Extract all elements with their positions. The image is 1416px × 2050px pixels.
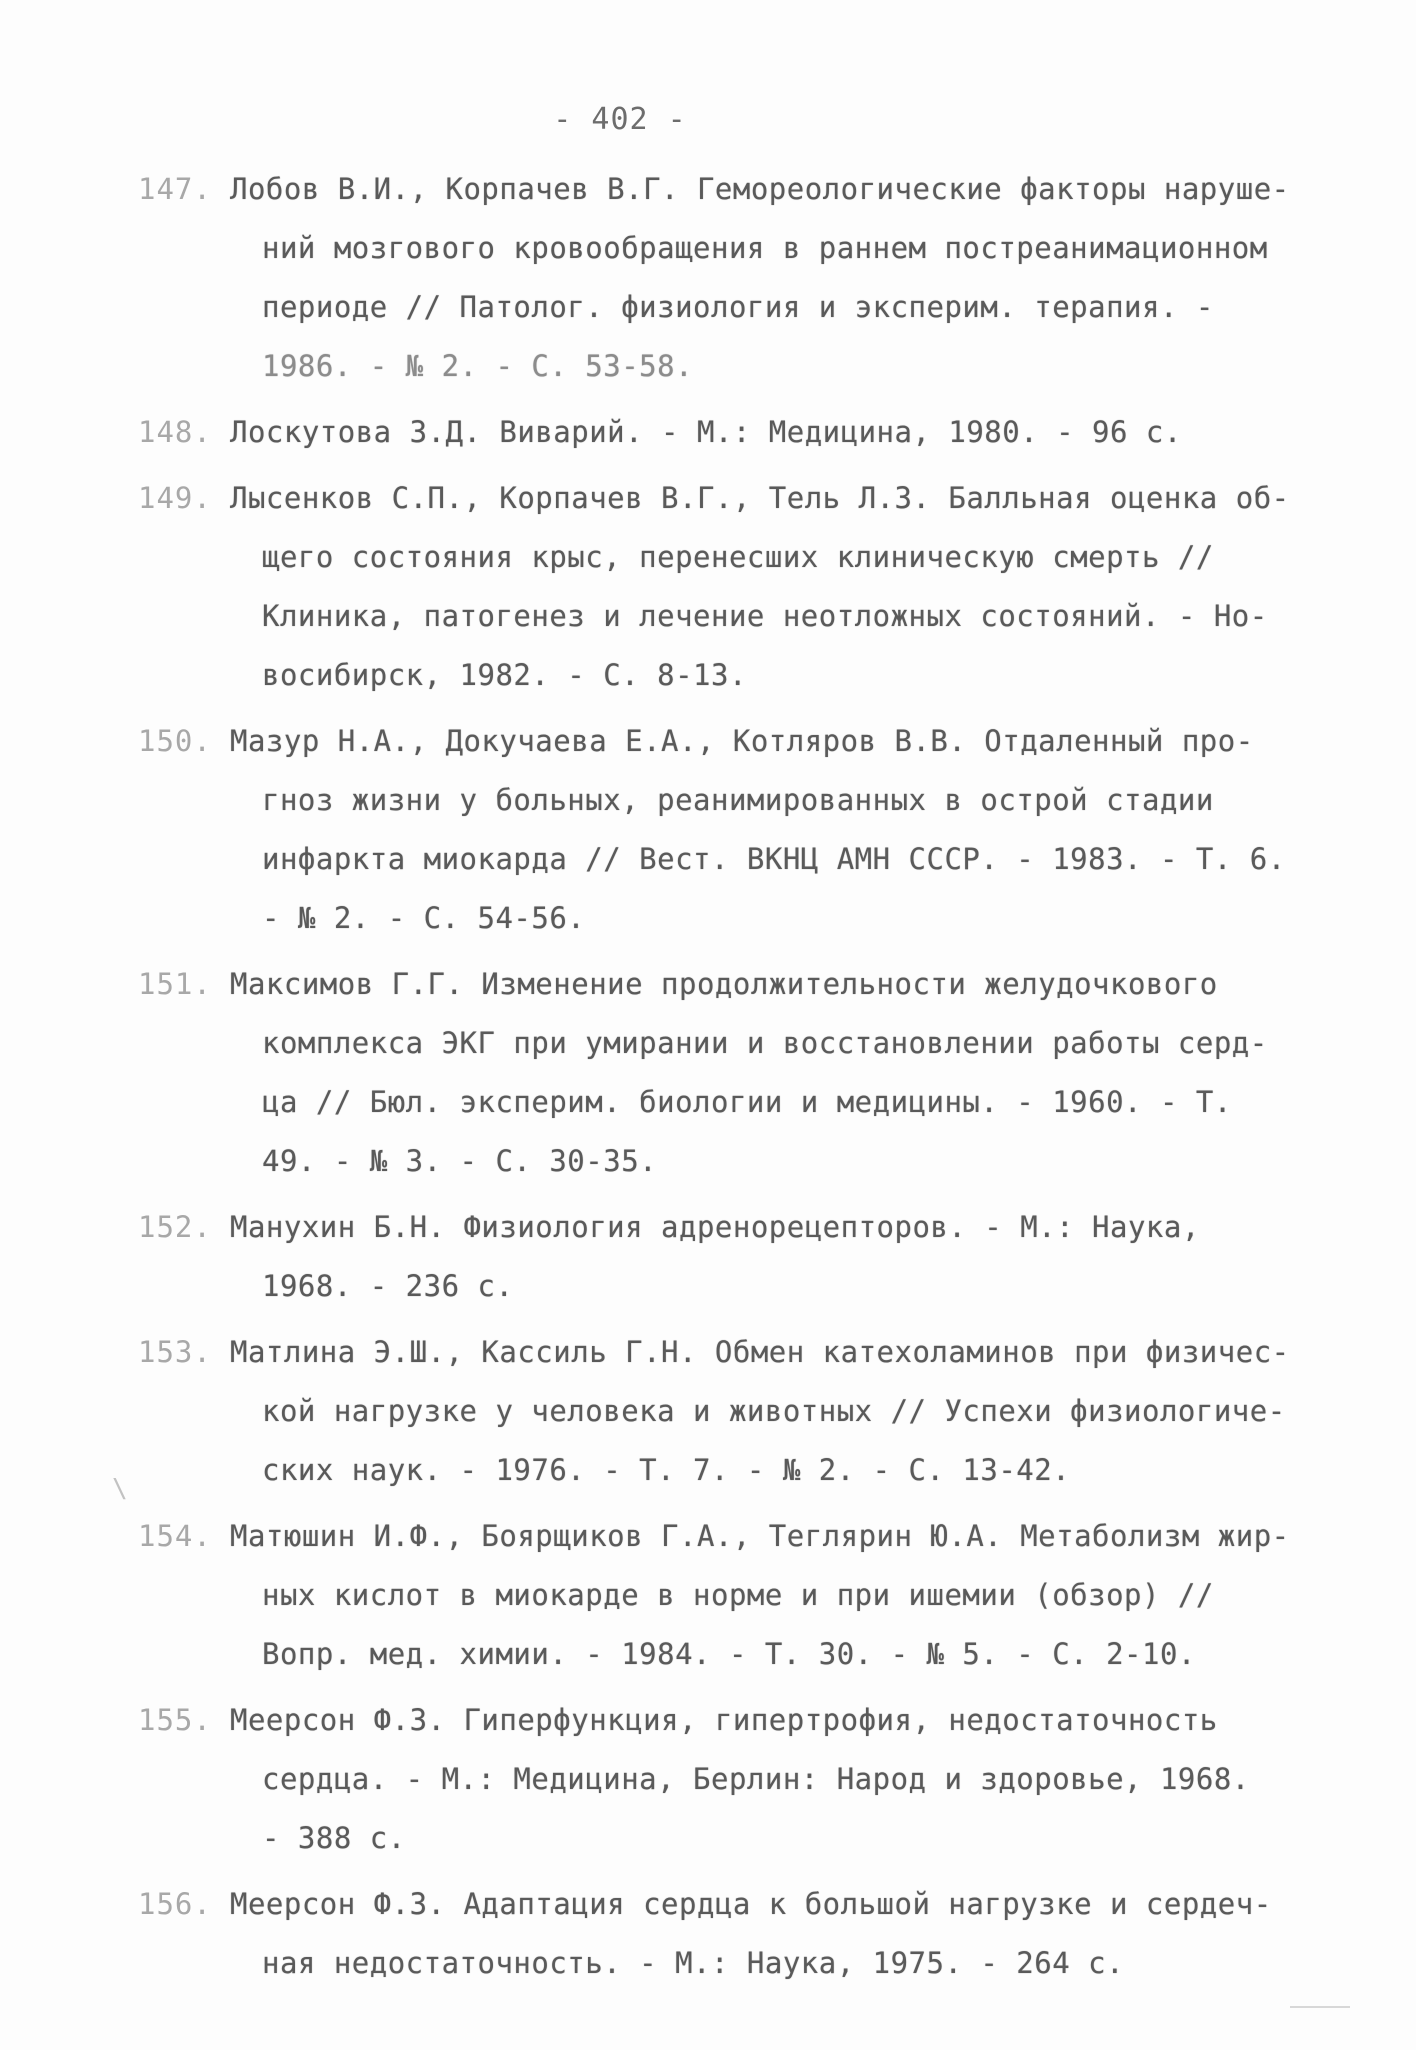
reference-line: Вопр. мед. химии. - 1984. - Т. 30. - № 5. - С. 2-10. bbox=[262, 1637, 1196, 1671]
reference-number: 148. bbox=[138, 415, 212, 449]
reference-line: комплекса ЭКГ при умирании и восстановлении работы серд- bbox=[262, 1026, 1268, 1060]
reference-line: кой нагрузке у человека и животных // Успехи физиологиче- bbox=[262, 1394, 1286, 1428]
reference-text bbox=[230, 1323, 1298, 1500]
reference-line: Меерсон Ф.З. Адаптация сердца к большой нагрузке и сердеч- bbox=[230, 1887, 1272, 1921]
reference-line: инфаркта миокарда // Вест. ВКНЦ АМН СССР. - 1983. - Т. 6. bbox=[262, 842, 1286, 876]
reference-151 bbox=[138, 955, 1298, 1191]
reference-number: 152. bbox=[138, 1210, 212, 1244]
reference-line: Матлина Э.Ш., Кассиль Г.Н. Обмен катехоламинов при физичес- bbox=[230, 1335, 1290, 1369]
reference-line: - № 2. - С. 54-56. bbox=[262, 901, 586, 935]
reference-text bbox=[230, 712, 1298, 948]
reference-line: Матюшин И.Ф., Боярщиков Г.А., Теглярин Ю.А. Метаболизм жир- bbox=[230, 1519, 1290, 1553]
reference-line: щего состояния крыс, перенесших клиническую смерть // bbox=[262, 540, 1214, 574]
reference-text bbox=[230, 1691, 1298, 1868]
reference-line: восибирск, 1982. - С. 8-13. bbox=[262, 658, 747, 692]
reference-line: ная недостаточность. - М.: Наука, 1975. - 264 с. bbox=[262, 1946, 1125, 1980]
reference-line: периоде // Патолог. физиология и эксперим. терапия. - bbox=[262, 290, 1214, 324]
reference-text bbox=[230, 955, 1298, 1191]
reference-line: Клиника, патогенез и лечение неотложных состояний. - Но- bbox=[262, 599, 1268, 633]
scan-artifact-line bbox=[1290, 2006, 1350, 2008]
reference-line: Меерсон Ф.З. Гиперфункция, гипертрофия, недостаточность bbox=[230, 1703, 1218, 1737]
reference-line: ний мозгового кровообращения в раннем постреанимационном bbox=[262, 231, 1268, 265]
reference-number: 154. bbox=[138, 1519, 212, 1553]
reference-number: 150. bbox=[138, 724, 212, 758]
reference-text bbox=[230, 469, 1298, 705]
reference-line: сердца. - М.: Медицина, Берлин: Народ и здоровье, 1968. bbox=[262, 1762, 1250, 1796]
reference-154 bbox=[138, 1507, 1298, 1684]
reference-line: Максимов Г.Г. Изменение продолжительности желудочкового bbox=[230, 967, 1218, 1001]
reference-149 bbox=[138, 469, 1298, 705]
reference-line: Лоскутова З.Д. Виварий. - М.: Медицина, 1980. - 96 с. bbox=[230, 415, 1182, 449]
reference-line: Лысенков С.П., Корпачев В.Г., Тель Л.З. Балльная оценка об- bbox=[230, 481, 1290, 515]
page-number: - 402 - bbox=[553, 102, 687, 137]
reference-line: Лобов В.И., Корпачев В.Г. Гемореологические факторы наруше- bbox=[230, 172, 1290, 206]
reference-line: Мазур Н.А., Докучаева Е.А., Котляров В.В. Отдаленный про- bbox=[230, 724, 1254, 758]
reference-number: 155. bbox=[138, 1703, 212, 1737]
reference-number: 151. bbox=[138, 967, 212, 1001]
reference-number: 147. bbox=[138, 172, 212, 206]
reference-text bbox=[230, 1875, 1298, 1993]
reference-text bbox=[230, 403, 1298, 462]
reference-155 bbox=[138, 1691, 1298, 1868]
reference-text bbox=[230, 160, 1298, 396]
reference-152 bbox=[138, 1198, 1298, 1316]
reference-line: гноз жизни у больных, реанимированных в острой стадии bbox=[262, 783, 1214, 817]
reference-line: 1968. - 236 с. bbox=[262, 1269, 514, 1303]
margin-mark: \ bbox=[112, 1474, 128, 1504]
reference-line: ца // Бюл. эксперим. биологии и медицины. - 1960. - Т. bbox=[262, 1085, 1232, 1119]
reference-line: Манухин Б.Н. Физиология адренорецепторов. - М.: Наука, bbox=[230, 1210, 1200, 1244]
reference-list bbox=[138, 160, 1298, 1993]
reference-148 bbox=[138, 403, 1298, 462]
reference-number: 149. bbox=[138, 481, 212, 515]
reference-line: ных кислот в миокарде в норме и при ишемии (обзор) // bbox=[262, 1578, 1214, 1612]
reference-line: ских наук. - 1976. - Т. 7. - № 2. - С. 13-42. bbox=[262, 1453, 1071, 1487]
reference-line: 1986. - № 2. - С. 53-58. bbox=[262, 349, 694, 383]
reference-150 bbox=[138, 712, 1298, 948]
reference-number: 153. bbox=[138, 1335, 212, 1369]
reference-156 bbox=[138, 1875, 1298, 1993]
reference-line: 49. - № 3. - С. 30-35. bbox=[262, 1144, 658, 1178]
reference-line: - 388 с. bbox=[262, 1821, 406, 1855]
reference-153 bbox=[138, 1323, 1298, 1500]
reference-text bbox=[230, 1507, 1298, 1684]
reference-number: 156. bbox=[138, 1887, 212, 1921]
reference-text bbox=[230, 1198, 1298, 1316]
reference-147 bbox=[138, 160, 1298, 396]
